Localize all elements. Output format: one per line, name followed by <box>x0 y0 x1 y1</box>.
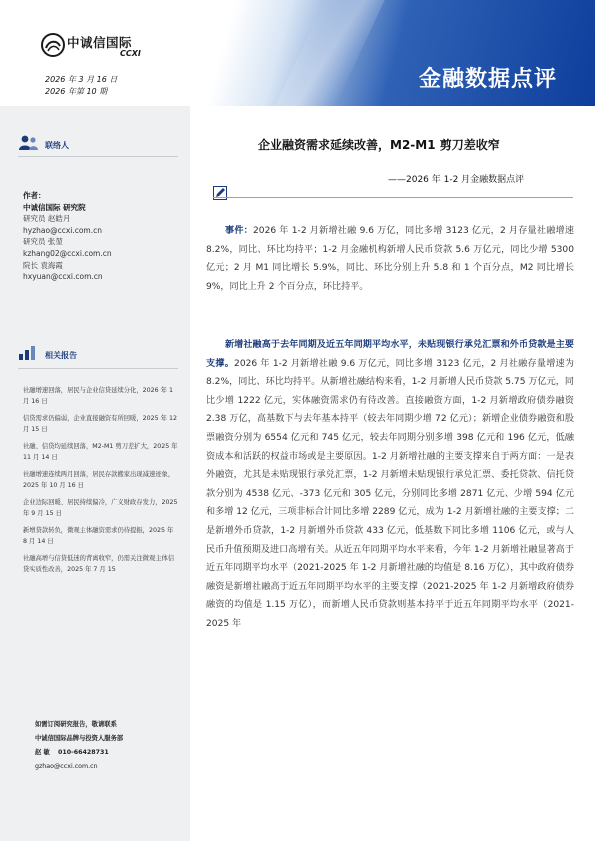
contact-phone: 010-66428731 <box>58 749 109 756</box>
contact-email[interactable]: gzhao@ccxi.com.cn <box>35 763 98 770</box>
page-header <box>0 0 595 106</box>
contact-person-icon <box>18 134 40 152</box>
report-series-title: 金融数据点评 <box>418 67 557 92</box>
contact-section-title: 联络人 <box>45 141 69 150</box>
related-report-item[interactable]: 社融增速回落，居民与企业信贷延续分化，2026 年 1 月 16 日 <box>23 387 173 405</box>
logo-mark-icon <box>40 32 66 58</box>
author-email[interactable]: hyzhao@ccxi.com.cn <box>23 225 102 235</box>
contact-name: 赵 敏 <box>35 749 50 756</box>
report-issue: 2026 年第 10 期 <box>45 87 108 96</box>
author-email[interactable]: hxyuan@ccxi.com.cn <box>23 272 103 282</box>
related-report-item[interactable]: 社融高增与信贷低迷的背离收窄，仍需关注微观主体信贷实质性改善，2025 年 7 月 15 <box>23 555 175 573</box>
logo-chinese-text: 中诚信国际 <box>67 35 133 50</box>
analysis-paragraph <box>206 336 574 634</box>
article-subtitle: ——2026 年 1-2 月金融数据点评 <box>388 175 525 185</box>
related-reports-icon <box>18 345 40 361</box>
related-report-item[interactable]: 社融、信贷均延续回落，M2-M1 剪刀差扩大，2025 年 11 月 14 日 <box>23 443 178 461</box>
company-logo <box>40 32 190 62</box>
related-section-title: 相关报告 <box>45 351 77 360</box>
event-paragraph <box>206 222 574 296</box>
authors-block <box>23 190 112 283</box>
analysis-lead: 新增社融高于去年同期及近五年同期平均水平，未贴现银行承兑汇票和外币贷款是主要支撑。 <box>206 340 574 369</box>
event-label: 事件： <box>225 226 254 236</box>
author-name: 院长 袁海霞 <box>23 260 63 270</box>
logo-english-text: CCXI <box>120 49 141 58</box>
event-text: 2026 年 1-2 月新增社融 9.6 万亿，同比多增 3123 亿元，2 月存量社融增速 8.2%，同比、环比均持平；1-2 月金融机构新增人民币贷款 5.6 万亿元，同比少增 5300 亿元；2 月 M1 同比增长 5.9%，同比、环比分别上升 5.8 和 1 个百分点，M2 同比增长 9%，同比上升 2 个百分点，环比持平。 <box>206 226 574 292</box>
contact-line: 如需订阅研究报告，敬请联系 <box>35 721 117 728</box>
title-divider <box>213 197 573 198</box>
author-name: 研究员 张堃 <box>23 237 63 247</box>
sidebar <box>0 106 190 841</box>
authors-label: 作者： <box>23 191 46 200</box>
author-email[interactable]: kzhang02@ccxi.com.cn <box>23 248 112 258</box>
contact-line: 中诚信国际品牌与投资人服务部 <box>35 735 124 742</box>
related-report-item[interactable]: 新增贷款转负，微观主体融资需求仍待提振，2025 年 8 月 14 日 <box>23 527 174 545</box>
subscription-contact <box>35 718 123 774</box>
related-reports-list <box>23 386 178 582</box>
author-name: 研究员 赵皓月 <box>23 214 71 224</box>
institute-name: 中诚信国际 研究院 <box>23 202 86 212</box>
analysis-text: 2026 年 1-2 月新增社融 9.6 万亿元，同比多增 3123 亿元，2 月社融存量增速为 8.2%，同比、环比均持平。从新增社融结构来看，1-2 月新增人民币贷款 5.75 万亿元，同比少增 1222 亿元，实体融资需求仍有待改善。直接融资方面，1-2 月新增政府债券融资 2.38 万亿，高基数下与去年基本持平（较去年同期少增 72 亿元）；新增企业债券融资和股票融资分别为 6554 亿元和 745 亿元，较去年同期分别多增 398 亿元和 196 亿元，低融资成本和活跃的权益市场或是主要原因。1-2 月新增社融的主要支撑来自于两方面：一是表外融资，尤其是未贴现银行承兑汇票，1-2 月新增未贴现银行承兑汇票、委托贷款、信托贷款分别为 4538 亿元、-373 亿元和 305 亿元，分别同比多增 2871 亿元、少增 594 亿元和多增 12 亿元，三项非标合计同比多增 2289 亿元，成为 1-2 月新增社融的主要支撑；二是新增外币贷款，1-2 月新增外币贷款 433 亿元，低基数下同比多增 1106 亿元，或与人民币升值预期及进口高增有关。从近五年同期平均水平来看，今年 1-2 月新增社融显著高于近五年同期平均水平（2021-2025 年 1-2 月新增社融的均值是 8.16 万亿），其中政府债券融资是新增社融高于近五年同期平均水平的主要支撑（2021-2025 年 1-2 月新增政府债券融资的均值是 1.15 万亿），而新增人民币贷款则基本持平于近五年同期平均水平（2021-2025 年 <box>206 358 574 629</box>
related-report-item[interactable]: 信贷需求仍偏弱，企业直接融资有所回暖，2025 年 12 月 15 日 <box>23 415 177 433</box>
related-report-item[interactable]: 企业边际回暖、居民持续偏冷，广义财政存发力，2025 年 9 月 15 日 <box>23 499 178 517</box>
report-date: 2026 年 3 月 16 日 <box>45 75 118 84</box>
article-title: 企业融资需求延续改善，M2-M1 剪刀差收窄 <box>258 138 500 152</box>
related-report-item[interactable]: 社融增速连续两月回落，居民存款搬家出现减速迹象，2025 年 10 月 16 日 <box>23 471 175 489</box>
sidebar-divider <box>18 368 178 369</box>
sidebar-divider <box>18 156 178 157</box>
